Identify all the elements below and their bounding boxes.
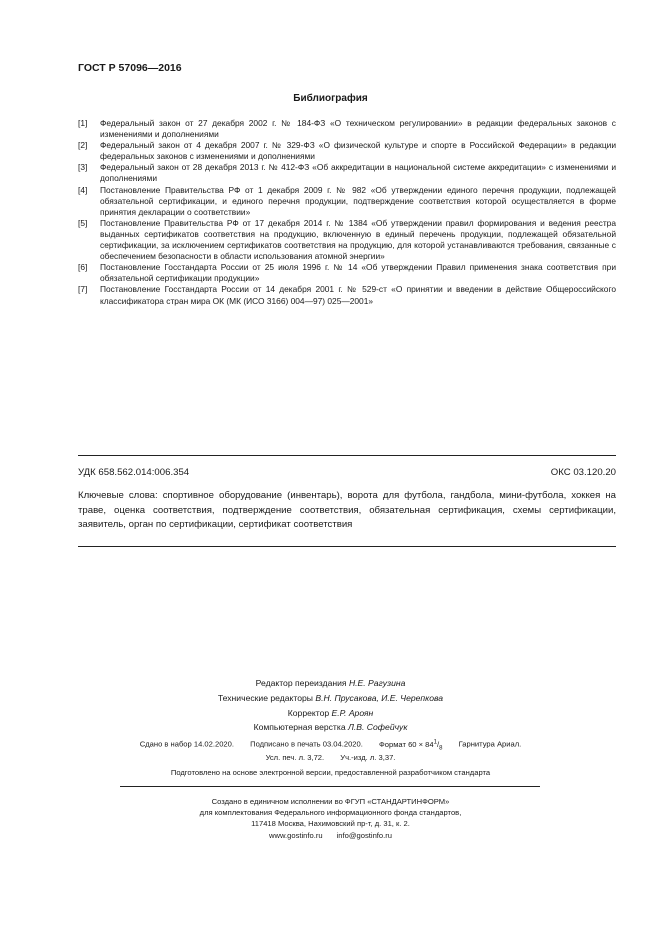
entry-number: [1]: [78, 118, 88, 128]
entry-number: [3]: [78, 162, 88, 173]
typeface: Гарнитура Ариал.: [458, 739, 522, 749]
publisher-address: 117418 Москва, Нахимовский пр-т, д. 31, к. 2.: [251, 819, 410, 829]
bibliography-entry: [78, 262, 616, 284]
corrector-line: [0, 706, 661, 721]
bibliography-list: [78, 118, 616, 307]
keywords: Ключевые слова: спортивное оборудование (инвентарь), ворота для футбола, гандбола, мини-футбола, хоккея на траве, оценка соответствия, подтверждение соответствия, обязательная сертификация, схемы сертификации, заявитель, орган по сертификации, сертификат соответствия: [78, 490, 616, 530]
entry-text: Постановление Госстандарта России от 25 июля 1996 г. № 14 «Об утверждении Правил применения знака соответствия при обязательной сертификации продукции»: [100, 262, 616, 284]
bibliography-entry: [78, 218, 616, 262]
standard-code: ГОСТ Р 57096—2016: [78, 62, 182, 74]
publisher-info: [0, 796, 661, 841]
oks-code: ОКС 03.120.20: [550, 467, 616, 478]
layout-line: [0, 720, 661, 735]
corrector-label: Корректор: [287, 707, 330, 718]
entry-number: [7]: [78, 284, 88, 295]
entry-text: Постановление Правительства РФ от 1 декабря 2009 г. № 982 «Об утверждении единого перечня продукции, подлежащей обязательной сертификации, и единого перечня продукции, подтверждение соответствия которой осуществляется в форме принятия декларации о соответствии»: [100, 184, 616, 217]
publisher-divider: [120, 786, 540, 787]
print-sheets: Усл. печ. л. 3,72.: [265, 753, 325, 762]
editor-label: Редактор переиздания: [255, 678, 347, 688]
editor-line: [0, 676, 661, 691]
format: Формат $60 \times 84^1/_8$: [378, 739, 443, 752]
publisher-contacts: [0, 830, 661, 841]
udk-code: УДК 658.562.014:006.354: [78, 467, 190, 478]
bottom-divider: [78, 546, 616, 547]
bibliography-entry: [78, 284, 616, 306]
publisher-line-2: для комплектования Федерального информационного фонда стандартов,: [199, 808, 462, 818]
bibliography-entry: [78, 185, 616, 218]
entry-number: [5]: [78, 217, 88, 228]
publisher-line-1: Создано в единичном исполнении во ФГУП «СТАНДАРТИНФОРМ»: [211, 797, 450, 806]
bibliography-entry: [78, 162, 616, 184]
printing-info-line-1: [0, 739, 661, 751]
tech-editors-label: Технические редакторы: [217, 692, 313, 703]
bibliography-title: Библиография: [293, 93, 368, 104]
signed-date: Подписано в печать 03.04.2020.: [250, 739, 363, 749]
editor-name: Н.Е. Рагузина: [348, 678, 406, 688]
tech-editors-line: [0, 691, 661, 706]
top-divider: [78, 455, 616, 456]
bibliography-entry: [78, 118, 616, 140]
entry-number: [4]: [78, 184, 88, 195]
entry-text: Федеральный закон от 27 декабря 2002 г. № 184-ФЗ «О техническом регулировании» в редакции федеральных законов с изменениями и дополнениями: [100, 118, 616, 140]
corrector-name: Е.Р. Ароян: [331, 707, 374, 718]
layout-name: Л.В. Софейчук: [348, 722, 408, 733]
staff-credits: [0, 676, 661, 735]
printing-info-line-2: [0, 753, 661, 762]
publisher-email[interactable]: info@gostinfo.ru: [336, 830, 393, 840]
entry-number: [2]: [78, 140, 88, 151]
layout-label: Компьютерная верстка: [253, 722, 346, 733]
entry-text: Федеральный закон от 4 декабря 2007 г. № 329-ФЗ «О физической культуре и спорте в Российской Федерации» в редакции федеральных законов с изменениями и дополнениями: [100, 140, 616, 162]
tech-editors-names: В.Н. Прусакова, И.Е. Черепкова: [315, 692, 444, 703]
bibliography-entry: [78, 140, 616, 162]
submitted-date: Сдано в набор 14.02.2020.: [139, 739, 234, 749]
entry-text: Постановление Госстандарта России от 14 декабря 2001 г. № 529-ст «О принятии и введении в действие Общероссийского классификатора стран мира ОК (МК (ИСО 3166) 004—97) 025—2001»: [100, 284, 616, 306]
entry-text: Федеральный закон от 28 декабря 2013 г. № 412-ФЗ «Об аккредитации в национальной системе аккредитации» с изменениями и дополнениями: [100, 162, 616, 184]
prepared-note: Подготовлено на основе электронной версии, предоставленной разработчиком стандарта: [170, 768, 491, 777]
publisher-website[interactable]: www.gostinfo.ru: [268, 830, 323, 840]
entry-number: [6]: [78, 262, 88, 273]
entry-text: Постановление Правительства РФ от 17 декабря 2014 г. № 1384 «Об утверждении правил формирования и ведения реестра выданных сертификатов соответствия на продукцию, включенную в единый перечень продукции, подлежащей обязательной сертификации, за исключением сертификатов соответствия на продукцию, для которой устанавливаются требования, связанные с обеспечением безопасности в области использования атомной энергии»: [100, 217, 616, 262]
publication-sheets: Уч.-изд. л. 3,37.: [340, 753, 396, 762]
